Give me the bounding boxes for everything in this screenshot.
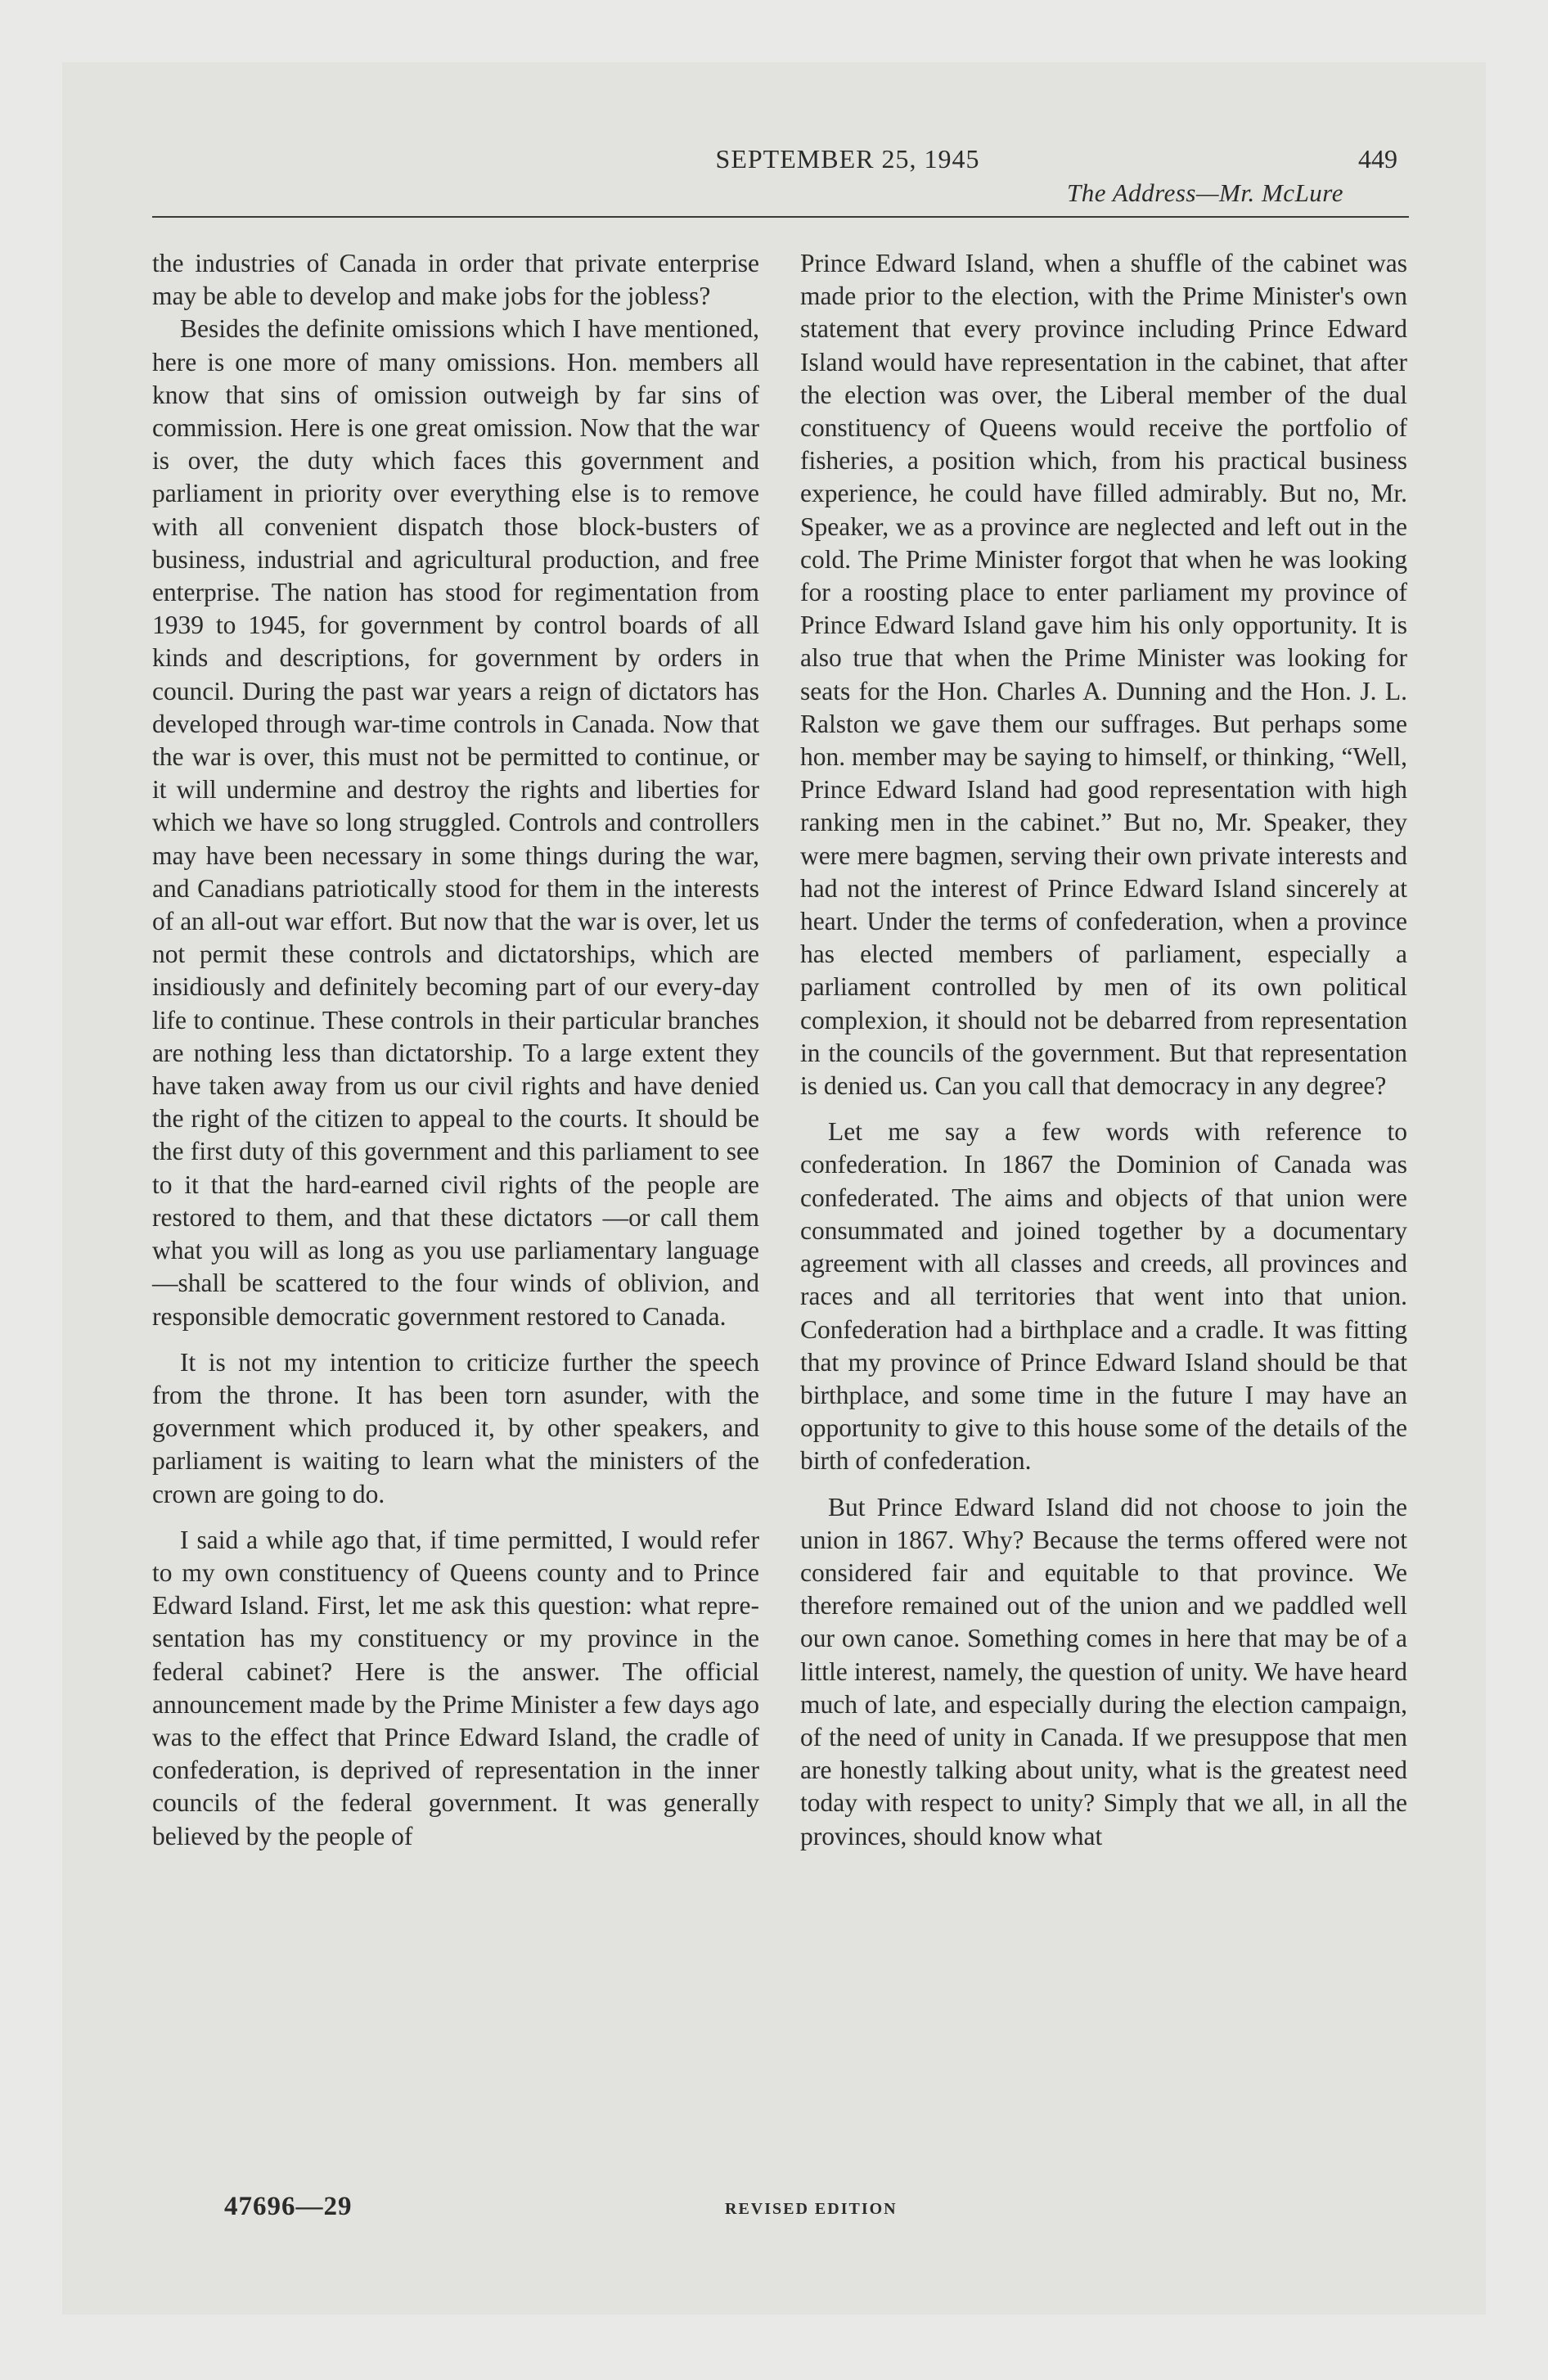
hansard-page: [152, 142, 1409, 2270]
edition-label: REVISED EDITION: [725, 2200, 898, 2218]
right-column: [800, 247, 1407, 1853]
paragraph: Besides the definite omissions which I have mentioned, here is one more of many omissions. Hon. members all know that sins of omission outweigh by far sins of commission. Here is one great omission. Now that the war is over, the duty which faces this government and parliament in priority over everything else is to remove with all convenient dispatch those block-busters of business, industrial and agricultural production, and free enterprise. The nation has stood for regimentation from 1939 to 1945, for government by control boards of all kinds and descriptions, for government by orders in council. During the past war years a reign of dictators has developed through war-time controls in Canada. Now that the war is over, this must not be permitted to continue, or it will undermine and destroy the rights and liberties for which we have so long struggled. Controls and controllers may have been necessary in some things during the war, and Canadians patriotically stood for them in the interests of an all-out war effort. But now that the war is over, let us not permit these controls and dictatorships, which are insidiously and definitely becoming part of our every-day life to continue. These controls in their particular branches are nothing less than dictatorship. To a large extent they have taken away from us our civil rights and have denied the right of the citizen to appeal to the courts. It should be the first duty of this government and this parliament to see to it that the hard-earned civil rights of the people are restored to them, and that these dictators —or call them what you will as long as you use parliamentary language—shall be scattered to the four winds of oblivion, and responsible democratic government restored to Canada.: [152, 314, 759, 1331]
page-header: [152, 142, 1409, 232]
paragraph: the industries of Canada in order that private enterprise may be able to develop and make jobs for the jobless?: [152, 249, 759, 311]
paragraph: It is not my intention to criticize further the speech from the throne. It has been torn asunder, with the government which produced it, by other speakers, and parliament is waiting to learn what the ministers of the crown are going to do.: [152, 1347, 759, 1508]
paragraph: But Prince Edward Island did not choose to join the union in 1867. Why? Because the terms offered were not considered fair and equitable to that province. We therefore remained out of the union and we paddled well our own canoe. Something comes in here that may be of a little interest, namely, the question of unity. We have heard much of late, and especially during the election campaign, of the need of unity in Canada. If we presuppose that men are honestly talking about unity, what is the greatest need today with respect to unity? Simply that we all, in all the provinces, should know what: [800, 1492, 1407, 1850]
left-column: [152, 247, 759, 1853]
page-number: 449: [1358, 144, 1397, 174]
running-head: The Address—Mr. McLure: [1067, 178, 1343, 207]
header-rule: [152, 216, 1409, 218]
paragraph: I said a while ago that, if time permitted, I would refer to my own constituency of Queens county and to Prince Edward Island. First, let me ask this question: what representation has my constituency or my province in the federal cabinet? Here is the answer. The official announcement made by the Prime Minister a few days ago was to the effect that Prince Edward Island, the cradle of confederation, is deprived of representation in the inner councils of the federal government. It was generally believed by the people of: [152, 1525, 759, 1850]
paragraph: Prince Edward Island, when a shuffle of the cabinet was made prior to the election, with the Prime Minister's own statement that every province including Prince Edward Island would have representation in the cabinet, that after the election was over, the Liberal member of the dual constituency of Queens would receive the portfolio of fisheries, a position which, from his practical business experience, he could have filled admirably. But no, Mr. Speaker, we as a province are neglected and left out in the cold. The Prime Minister forgot that when he was looking for a roosting place to enter parliament my province of Prince Edward Island gave him his only opportunity. It is also true that when the Prime Minister was looking for seats for the Hon. Charles A. Dunning and the Hon. J. L. Ralston we gave them our suffrages. But perhaps some hon. member may be saying to himself, or thinking, “Well, Prince Edward Island had good representation with high ranking men in the cabinet.” But no, Mr. Speaker, they were mere bagmen, serving their own private interests and had not the interest of Prince Edward Island sincerely at heart. Under the terms of confederation, when a province has elected members of parliament, especially a parliament controlled by men of its own political complexion, it should not be debarred from representation in the councils of the government. But that representation is denied us. Can you call that democracy in any degree?: [800, 249, 1407, 1101]
header-date: SEPTEMBER 25, 1945: [715, 144, 980, 174]
print-number: 47696—29: [224, 2192, 353, 2221]
paragraph: Let me say a few words with reference to confederation. In 1867 the Dominion of Canada was confederated. The aims and objects of that union were consummated and joined together by a documentary agreement with all classes and creeds, all provinces and races and all territories that went into that union. Confederation had a birthplace and a cradle. It was fitting that my province of Prince Edward Island should be that birthplace, and some time in the future I may have an opportunity to give to this house some of the details of the birth of confederation.: [800, 1117, 1407, 1476]
